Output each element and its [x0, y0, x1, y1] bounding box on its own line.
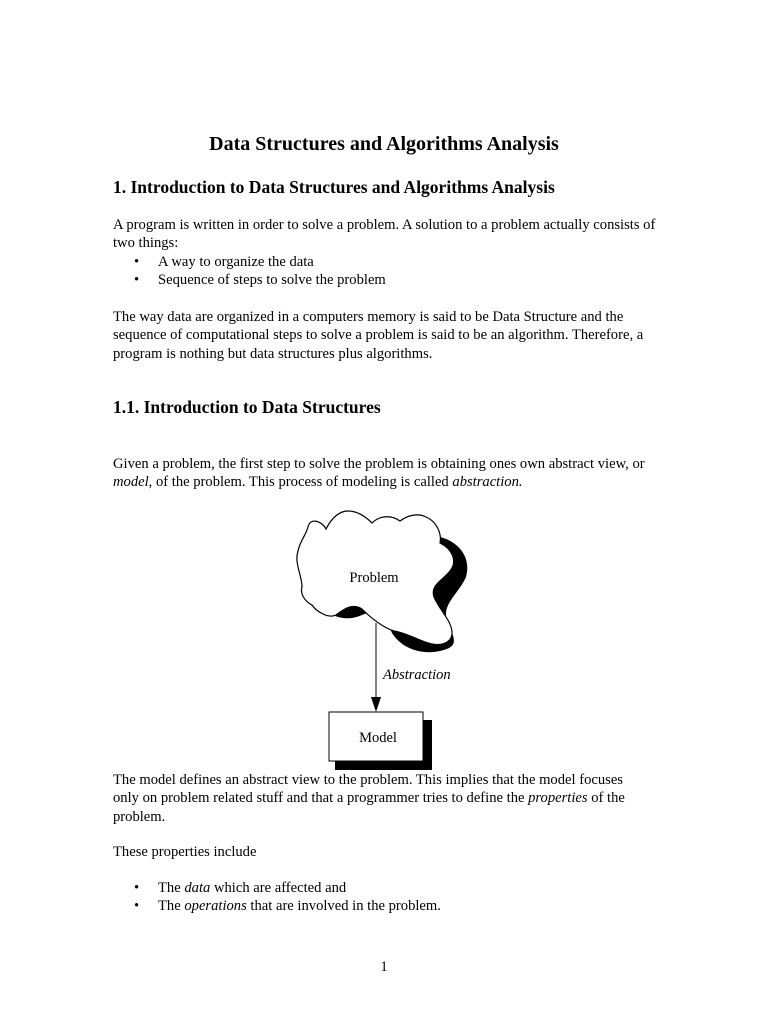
emphasis-model: model	[113, 474, 149, 491]
list-item-text: A way to organize the data	[158, 254, 314, 270]
list-item-text: Sequence of steps to solve the problem	[158, 272, 386, 289]
text-run: which are affected and	[210, 880, 347, 896]
emphasis-data: data	[184, 880, 211, 896]
page-number: 1	[380, 959, 388, 975]
problem-label: Problem	[349, 570, 399, 586]
abstraction-label: Abstraction	[383, 667, 451, 683]
emphasis-operations: operations	[184, 898, 247, 915]
text-run: of the problem.	[113, 790, 625, 825]
emphasis-abstraction: abstraction.	[452, 474, 523, 491]
abstraction-diagram	[290, 505, 490, 770]
abstraction-paragraph	[113, 455, 673, 492]
list-item-text	[158, 898, 441, 914]
list-item	[113, 879, 441, 897]
text-run: The	[158, 898, 185, 915]
model-paragraph	[113, 771, 648, 826]
properties-intro: These properties include	[113, 844, 257, 860]
text-run: that are involved in the problem.	[246, 898, 441, 915]
definition-paragraph: The way data are organized in a computers memory is said to be Data Structure and the sequence of computational steps to solve a problem is said to be an algorithm. Therefore, a program is nothing but data structures plus algorithms.	[113, 309, 644, 362]
text-run: The model defines an abstract view to the problem. This implies that the model focuses only on problem related stuff and that a programmer tries to define the	[113, 772, 623, 807]
section-1-heading: 1. Introduction to Data Structures and Algorithms Analysis	[113, 177, 555, 197]
list-item	[113, 271, 386, 289]
document-title: Data Structures and Algorithms Analysis	[209, 133, 559, 155]
text-run: The	[158, 880, 185, 896]
intro-bullet-list	[113, 253, 386, 290]
list-item-text	[158, 880, 346, 896]
list-item	[113, 897, 441, 915]
properties-bullet-list	[113, 879, 441, 916]
bullet-icon: •	[134, 272, 140, 289]
section-1-1-heading: 1.1. Introduction to Data Structures	[113, 397, 381, 417]
intro-paragraph: A program is written in order to solve a problem. A solution to a problem actually consists of two things:	[113, 217, 656, 252]
model-label: Model	[359, 730, 397, 746]
list-item	[113, 253, 386, 271]
bullet-icon: •	[134, 898, 140, 915]
emphasis-properties: properties	[528, 790, 588, 807]
bullet-icon: •	[134, 880, 140, 896]
text-run: Given a problem, the first step to solve the problem is obtaining ones own abstract view, or	[113, 456, 645, 472]
bullet-icon: •	[134, 254, 140, 270]
abstraction-arrow-head-icon	[371, 697, 381, 712]
text-run: , of the problem. This process of modeling is called	[148, 474, 453, 491]
